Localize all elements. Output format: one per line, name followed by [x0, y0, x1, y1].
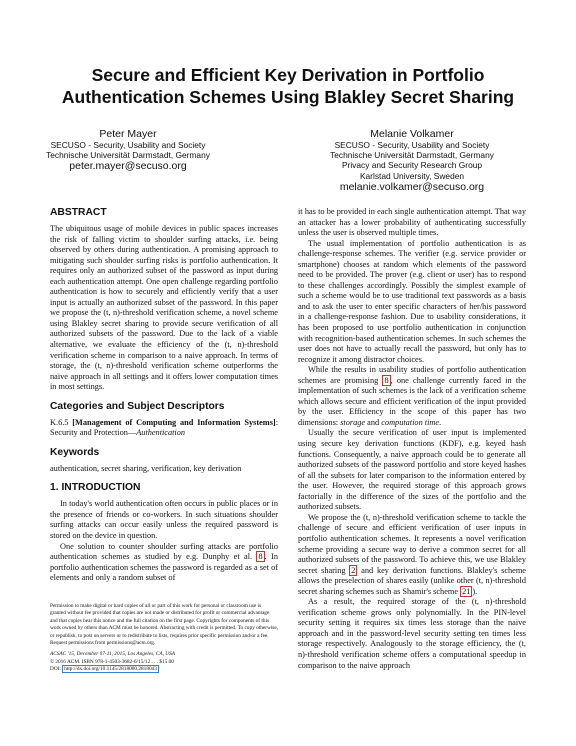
right-column — [298, 207, 526, 671]
abstract-heading: ABSTRACT — [50, 207, 107, 218]
author-affiliation: Privacy and Security Research Group — [341, 160, 483, 171]
author-email[interactable]: melanie.volkamer@secuso.org — [339, 180, 485, 193]
categories-section — [50, 401, 278, 439]
right-paragraph-3 — [298, 365, 526, 428]
author-affiliation: Karlstad University, Sweden — [359, 170, 465, 181]
keywords-section — [50, 447, 278, 475]
intro-text: . In portfolio authentication schemes the password is regarded as a set of elements and only a random subset of — [50, 552, 278, 583]
body-text: We propose the (t, n)-threshold verification scheme to tackle the challenge of secure and efficient verification of user inputs in portfolio authentication schemes. It represents a novel verification scheme providing a secure way to derive a common secret for all authorized subsets of the password. To achieve this, we use Blakley secret sharing — [298, 512, 526, 575]
introduction-section — [50, 482, 278, 583]
author-block-1 — [32, 128, 224, 172]
author-affiliation: SECUSO - Security, Usability and Society — [334, 140, 490, 150]
doi-line — [50, 666, 278, 673]
author-name: Melanie Volkamer — [370, 128, 454, 140]
left-column — [50, 207, 278, 584]
author-affiliation: Technische Universität Darmstadt, Germany — [46, 150, 210, 161]
conference-info: ACSAC '15, December 07-11, 2015, Los Angeles, CA, USA — [50, 651, 175, 658]
title-line-2: Authentication Schemes Using Blakley Secret Sharing — [61, 87, 515, 107]
body-text: While the results in usability studies of portfolio authentication schemes are promising — [298, 365, 526, 385]
citation-link[interactable]: 21 — [462, 586, 471, 596]
body-text: ). — [472, 586, 478, 596]
intro-paragraph-1: In today's world authentication often occurs in public places or in the presence of friends or co-workers. In such situations shoulder surfing attacks can occur easily unless the required password is stored on the device in question. — [50, 499, 278, 541]
citation-link[interactable]: 2 — [351, 565, 356, 575]
author-affiliation: SECUSO - Security, Usability and Society — [50, 140, 206, 150]
right-paragraph-5 — [298, 513, 526, 597]
keywords-text: authentication, secret sharing, verification, key derivation — [50, 463, 242, 473]
title-line-1: Secure and Efficient Key Derivation in Portfolio — [91, 65, 485, 85]
right-paragraph-2: The usual implementation of portfolio authentication is as challenge-response schemes. The verifier (e.g. service provider or smartphone) chooses at random which elements of the password need to be provided. The prover (e.g. client or user) has to respond to these challenges accordingly. Possibly the simplest example of such a scheme would be to use traditional text passwords as a basis and to ask the user to enter specific characters of her/his password in a challenge-response fashion. Due to usability considerations, it has been proposed to use portfolio authentication in conjunction with recognition-based authentication schemes. In such schemes the user does not have to actually recall the password, but only has to recognize it among distractor choices. — [298, 238, 526, 364]
intro-paragraph-2 — [50, 542, 278, 584]
author-affiliation: Technische Universität Darmstadt, Germany — [330, 150, 494, 161]
body-text: , one challenge currently faced in the implementation of such schemes is the lack of a verification scheme which allows secure and efficient verification of the input provided by the user. Efficiency in the scope of this paper has two dimensions: — [298, 375, 527, 427]
italic-term: storage — [340, 417, 366, 427]
doi-label: DOI: — [50, 666, 63, 673]
paper-title — [40, 64, 536, 108]
right-paragraph-1: it has to be provided in each single authentication attempt. That way an attacker has a lower probability of authenticating successfully unless the user is observed multiple times. — [298, 207, 526, 238]
categories-text — [50, 418, 278, 439]
doi-link[interactable]: http://dx.doi.org/10.1145/2818000.2818043 — [64, 666, 157, 673]
keywords-heading: Keywords — [50, 446, 100, 458]
category-code: K.6.5 — [50, 417, 69, 427]
permission-footnote — [50, 603, 278, 674]
abstract-text: The ubiquitous usage of mobile devices in public spaces increases the risk of falling victim to shoulder surfing attacks, i.e. being observed by others during authentication. A promising approach to mitigating such shoulder surfing risks is portfolio authentication. It requires only an authorized subset of the password as input during each authentication attempt. One open challenge regarding portfolio authentication is how to securely and efficiently verify that a user input is actually an authorized subset of the password. In this paper we propose the (t, n)-threshold verification scheme, a novel scheme using Blakley secret sharing to provide secure verification of all authorized subsets of the password. Due to the lack of a viable alternative, we evaluate the efficiency of the (t, n)-threshold verification scheme in comparison to a naive approach. In terms of storage, the (t, n)-threshold verification scheme outperforms the naive approach in all settings and it offers lower computation times in most settings. — [50, 224, 278, 392]
category-bold: [Management of Computing and Information Systems] — [72, 417, 276, 427]
intro-text: One solution to counter shoulder surfing attacks are portfolio authentication schemes as studied by e.g. Dunphy et al. — [50, 541, 278, 562]
right-paragraph-4: Usually the secure verification of user input is implemented using secure key derivation functions (KDF), e.g. keyed hash functions. Consequently, a naive approach could be to generate all authorized subsets of the password portfolio and store keyed hashes of all the subsets for later comparison to the information entered by the user. However, the required storage of this approach grows factorially in the difference of the sizes of the portfolio and the authorized subsets. — [298, 428, 526, 512]
author-name: Peter Mayer — [99, 128, 157, 140]
citation-link[interactable]: 8 — [384, 375, 389, 385]
categories-heading: Categories and Subject Descriptors — [50, 400, 225, 412]
category-rest: : Security and Protection— — [50, 417, 278, 438]
citation-link[interactable]: 8 — [258, 552, 263, 562]
introduction-heading: 1. INTRODUCTION — [50, 482, 141, 494]
right-paragraph-6: As a result, the required storage of the (t, n)-threshold verification scheme grows only polynomially. In the PIN-level security setting it requires six times less storage than the naive approach and in the password-level security setting ten times less storage respectively. Analogously to the storage efficiency, the (t, n)-threshold verification scheme offers a computational speedup in comparison to the naive approach — [298, 597, 526, 670]
italic-term: computation time — [381, 417, 440, 427]
body-text: and — [365, 417, 382, 427]
isbn-info: © 2016 ACM. ISBN 978-1-4503-3682-6/15/12 . . . $15.00 — [50, 658, 174, 665]
category-italic: Authentication — [136, 428, 186, 438]
body-text: and key derivation functions. Blakley's scheme allows the preselection of shares easily (unlike other (t, n)-threshold secret sharing schemes such as Shamir's scheme — [298, 565, 526, 596]
body-text: . — [439, 417, 442, 427]
author-block-2 — [302, 128, 522, 193]
permission-text: Permission to make digital or hard copies of all or part of this work for personal or classroom use is granted without fee provided that copies are not made or distributed for profit or commercial advantage and that copies bear this notice and the full citation on the first page. Copyrights for components of this work owned by others than ACM must be honored. Abstracting with credit is permitted. To copy otherwise, or republish, to post on servers or to redistribute to lists, requires prior specific permission and/or a fee. Request permissions from permissions@acm.org. — [50, 603, 278, 647]
author-email[interactable]: peter.mayer@secuso.org — [69, 160, 187, 173]
